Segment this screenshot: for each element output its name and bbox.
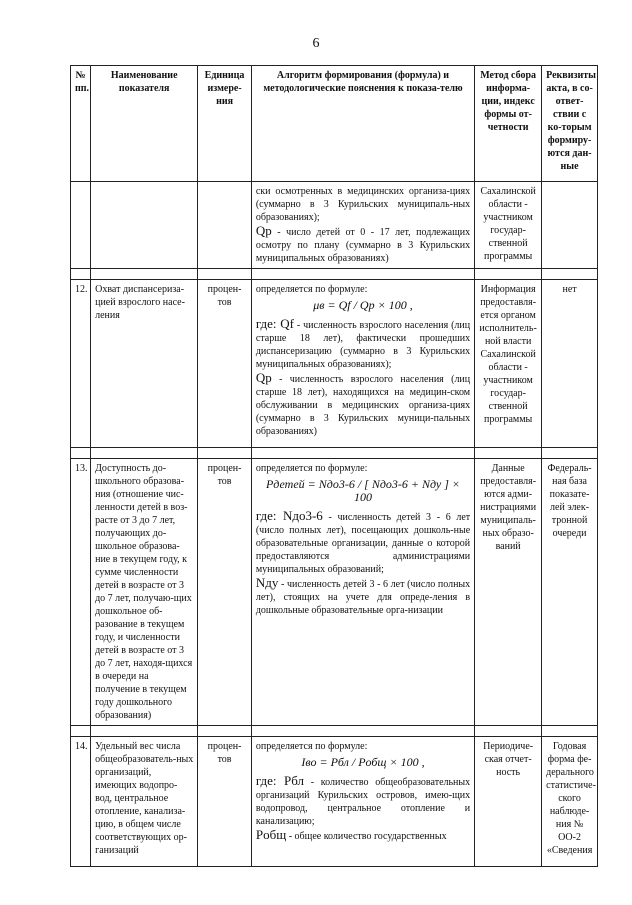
where-text: - общее количество государственных [288,831,447,842]
row-name: Доступность до-школьного образова-ния (отношение чис-ленности детей в воз-расте от 3 до 7 лет, получающих до-школьное образова-ние в текущем году, к сумме численности детей в возрасте от 3 до 7 лет, получаю-щих дошкольное об-разование в текущем году, и численности детей в возрасте от 3 до 7 лет, находя-щихся в очереди на получение в текущем году дошкольного образования) [91,459,198,726]
row-name: Охват диспансериза-цией взрослого насе-ления [91,280,198,448]
row-unit: процен-тов [198,280,252,448]
row-act: Годовая форма фе-дерального статистиче-ского наблюде-ния № ОО-2 «Сведения [542,737,598,867]
row-act: нет [542,280,598,448]
header-name: Наименование показателя [91,66,198,182]
row-method: Данные предоставля-ются адми-нистрациями муниципаль-ных образо-ваний [475,459,542,726]
row-method: Периодиче-ская отчет-ность [475,737,542,867]
where-sym: где: Qf [255,316,294,331]
row-name: Удельный вес числа общеобразователь-ных организаций, имеющих водопро-вод, центральное отопление, канализа-цию, в общем числе соответствующих ор-ганизаций [91,737,198,867]
where-sym: Nду [255,575,279,590]
formula: μв = Qf / Qр × 100 , [313,298,413,312]
header-unit: Единица измере-ния [198,66,252,182]
row-algo [251,459,474,726]
row-num: 14. [71,737,91,867]
cont-algo-1: ски осмотренных в медицинских организа-циях (суммарно в 3 Курильских муниципаль-ных образованиях); [255,186,471,223]
continuation-row [71,182,598,269]
row-method: Информация предоставля-ется органом исполнитель-ной власти Сахалинской области - участником государ-ственной программы [475,280,542,448]
where-text: - численность взрослого населения (лиц старше 18 лет), находящихся на медицин-ском обслуживании в медицинских организа-циях (суммарно в 3 Курильских муници-пальных образованиях) [255,374,471,437]
indicators-table [70,65,598,867]
row-num: 13. [71,459,91,726]
where-sym: где: Pбл [255,773,305,788]
algo-intro: определяется по формуле: [255,284,368,295]
where-text: - численность взрослого населения (лиц старше 18 лет), фактически прошедших диспансеризацию (суммарно в 3 Курильских муниципальных образованиях); [255,320,471,370]
table-row-13 [71,459,598,726]
algo-intro: определяется по формуле: [255,463,368,474]
header-algo: Алгоритм формирования (формула) и методологические пояснения к показа-телю [251,66,474,182]
row-unit: процен-тов [198,459,252,726]
formula: Pдетей = Nдо3-6 / [ Nдо3-6 + Nду ] × 100 [265,477,461,504]
cont-algo [251,182,474,269]
cont-algo-2: - число детей от 0 - 17 лет, подлежащих осмотру по плану (суммарно в 3 Курильских муниципальных образованиях) [255,227,471,264]
where-sym: Pобщ [255,827,287,842]
header-num: № пп. [71,66,91,182]
header-act: Реквизиты акта, в со-ответ-ствии с ко-торым формиру-ются дан-ные [542,66,598,182]
table-row-14 [71,737,598,867]
table-row-12 [71,280,598,448]
header-row [71,66,598,182]
row-algo [251,280,474,448]
row-algo [251,737,474,867]
page-number: 6 [312,36,320,51]
where-text: - численность детей 3 - 6 лет (число полных лет), стоящих на учете для опреде-ления в дошкольные образовательные орга-низации [255,579,471,616]
algo-intro: определяется по формуле: [255,741,368,752]
cont-method: Сахалинской области - участником государ-ственной программы [475,182,542,269]
header-method: Метод сбора информа-ции, индекс формы от-четности [475,66,542,182]
cont-algo-sym: Qр [255,223,272,238]
where-text: - количество общеобразовательных организаций Курильских островов, имею-щих водопровод, центральное отопление и канализацию; [255,777,471,827]
where-text: - численность детей 3 - 6 лет (число полных лет), посещающих дошколь-ные образовательные организации, данные о которой предоставляются администрациями муниципальных образований; [255,512,471,575]
row-unit: процен-тов [198,737,252,867]
row-num: 12. [71,280,91,448]
formula: Iво = Pбл / Pобщ × 100 , [301,755,425,769]
row-act: Федераль-ная база показате-лей элек-тронной очереди [542,459,598,726]
where-sym: Qр [255,370,272,385]
where-sym: где: Nдо3-6 [255,508,323,523]
